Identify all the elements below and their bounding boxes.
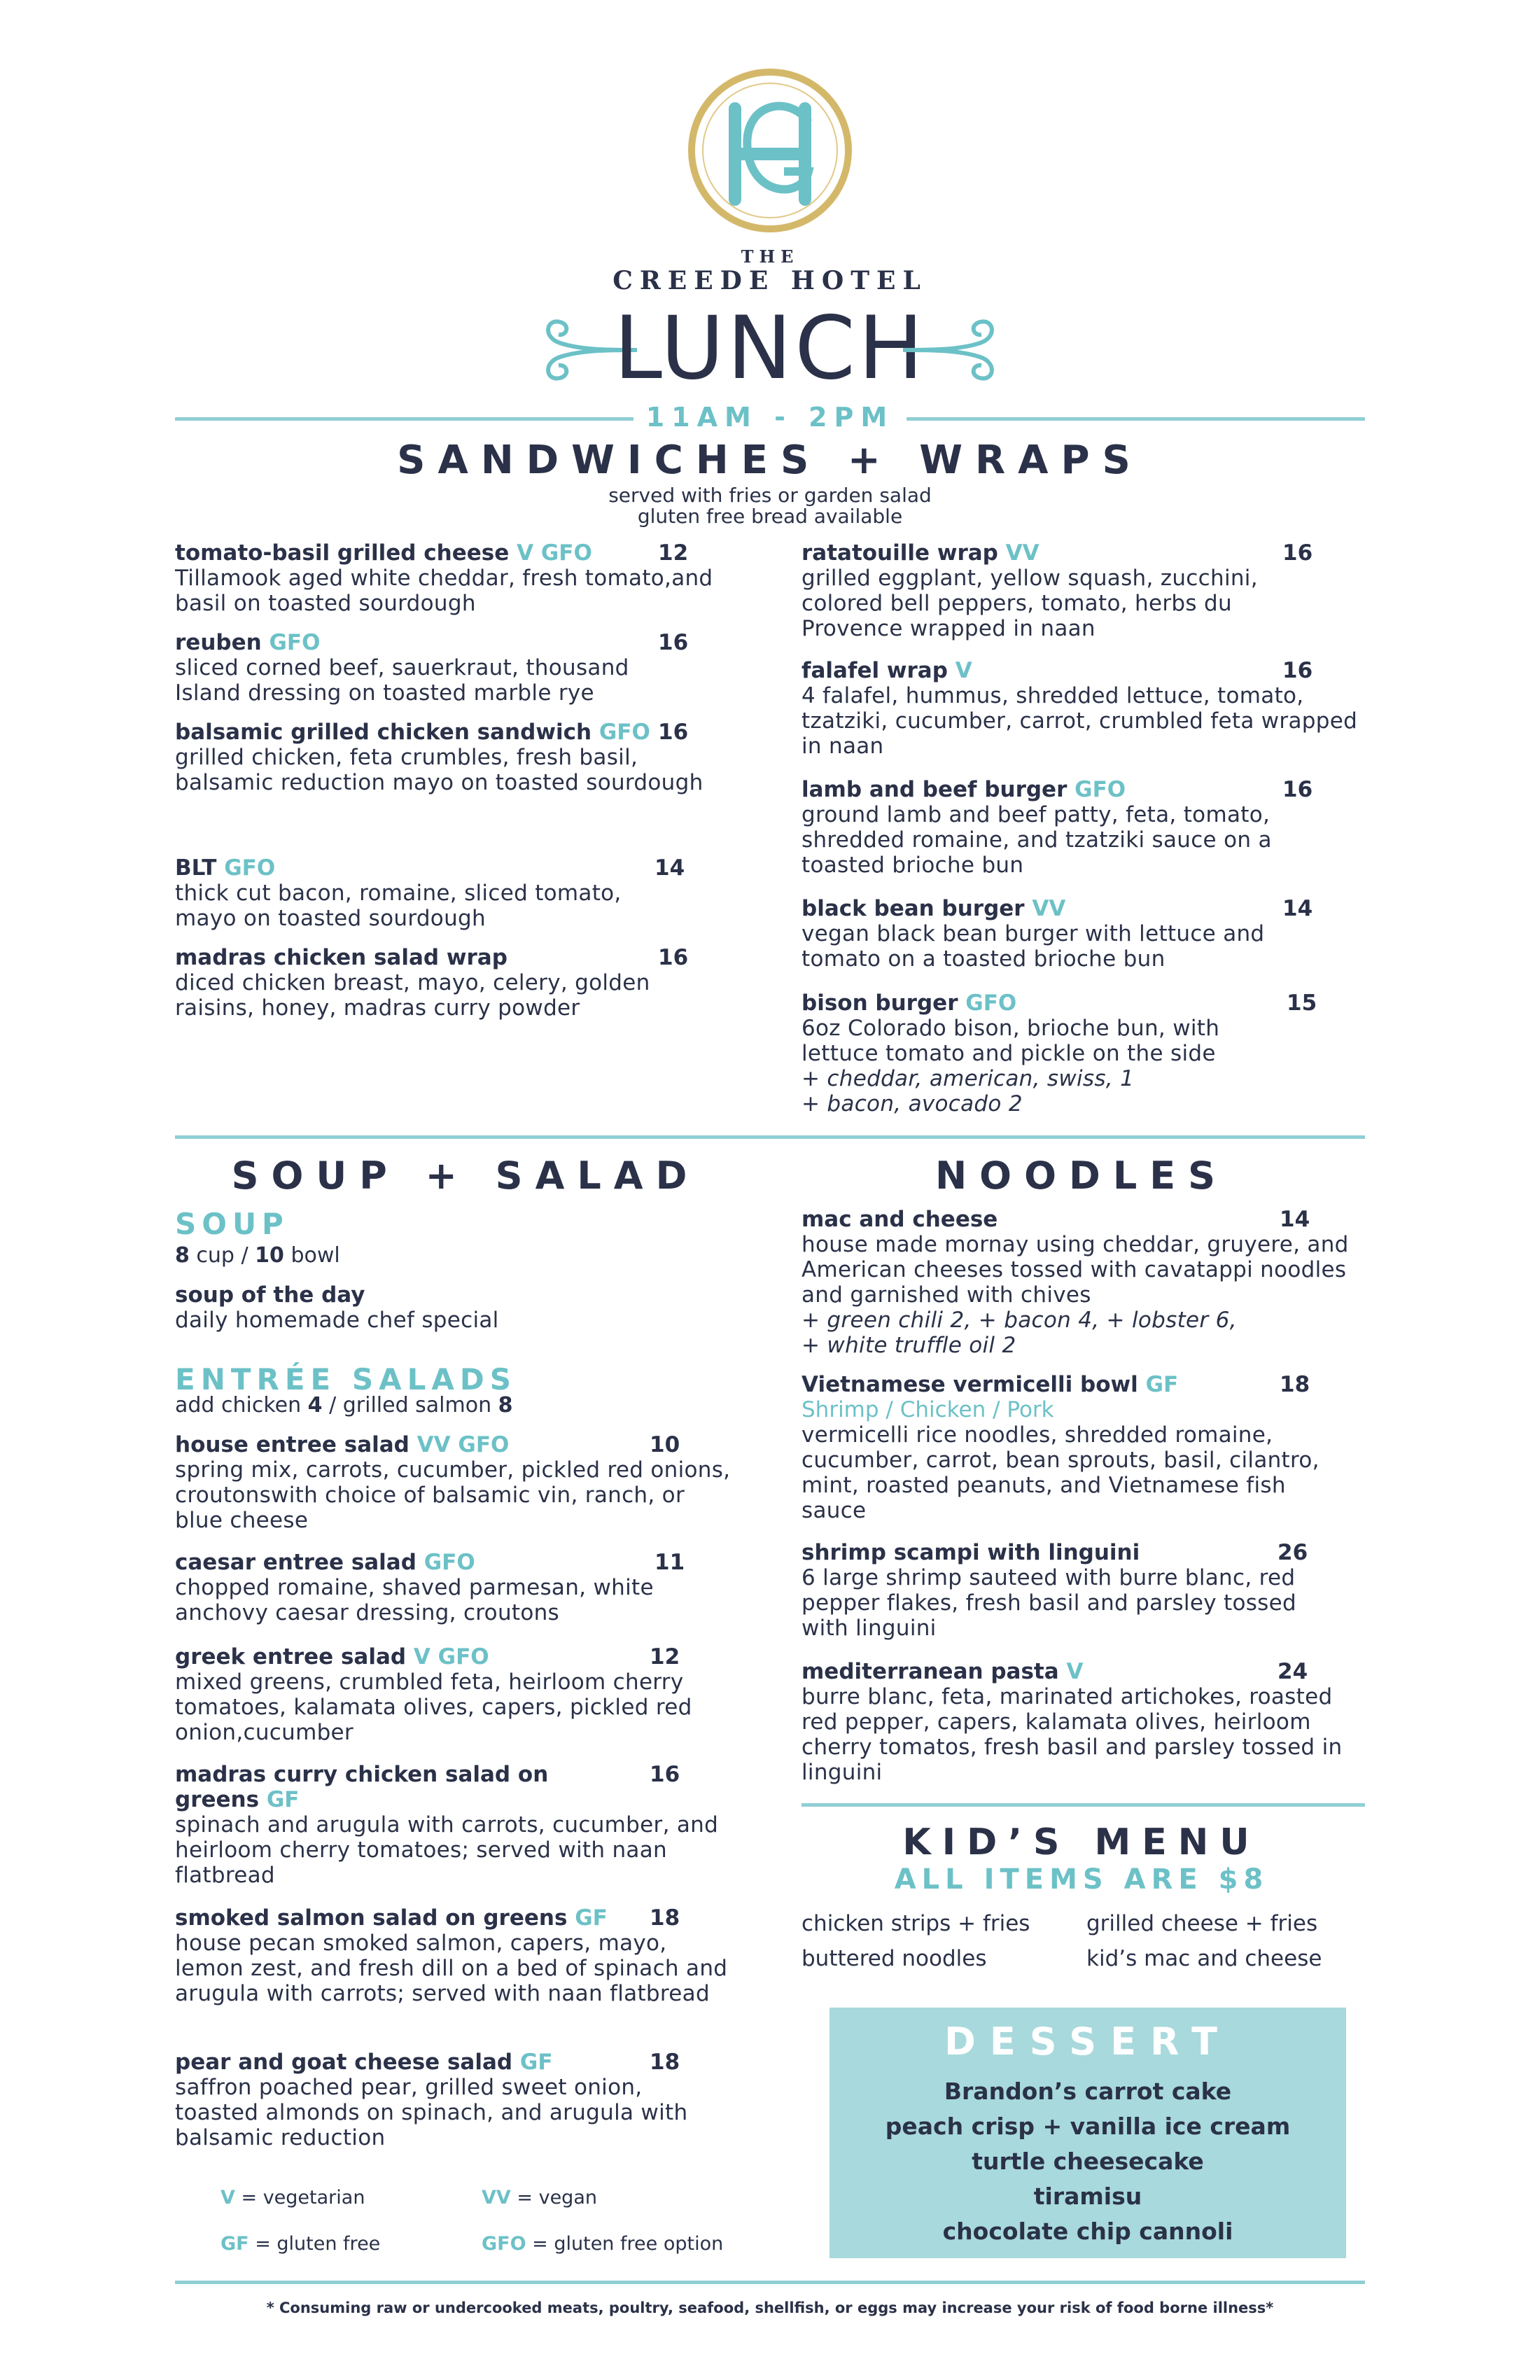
menu-item — [175, 1550, 721, 1625]
item-name: lamb and beef burger — [802, 777, 1068, 802]
divider — [802, 1803, 1365, 1807]
item-addon: + cheddar, american, swiss, 1 — [802, 1066, 1135, 1091]
hours: 11AM - 2PM — [0, 402, 1540, 433]
item-name: greek entree salad — [175, 1644, 407, 1670]
item-name: pear and goat cheese salad — [175, 2050, 513, 2075]
diet-tag: GFO — [224, 855, 276, 881]
item-description: spring mix, carrots, cucumber, pickled red onions, croutonswith choice of balsamic vin, ranch, or blue cheese — [175, 1457, 731, 1533]
food-safety-disclaimer: * Consuming raw or undercooked meats, poultry, seafood, shellfish, or eggs may increase your risk of food borne illness* — [266, 2300, 1274, 2316]
item-addon: + bacon, avocado 2 — [802, 1091, 1023, 1116]
item-description: diced chicken breast, mayo, celery, golden raisins, honey, madras curry powder — [175, 970, 650, 1021]
hotel-logo — [686, 66, 854, 234]
item-name: house entree salad — [175, 1432, 410, 1457]
legend-vegan: VV = vegan — [482, 2187, 597, 2208]
item-price: 24 — [1278, 1659, 1308, 1684]
diet-tag: V — [955, 658, 972, 683]
right-flourish-icon — [896, 308, 1008, 392]
kids-item: kid’s mac and cheese — [1086, 1946, 1322, 1971]
item-name: smoked salmon salad on greens — [175, 1905, 568, 1931]
item-price: 16 — [1282, 777, 1313, 802]
menu-item — [175, 630, 721, 706]
item-name: Vietnamese vermicelli bowl — [802, 1372, 1138, 1397]
diet-tag: GF — [1145, 1372, 1179, 1397]
menu-item — [175, 540, 721, 616]
item-price: 12 — [658, 540, 689, 566]
item-price: 15 — [1287, 990, 1317, 1016]
dessert-item: peach crisp + vanilla ice cream — [885, 2113, 1291, 2140]
section-title-soup-salad: SOUP + SALAD — [231, 1154, 700, 1198]
item-name: reuben — [175, 630, 262, 655]
section-title-dessert: DESSERT — [944, 2019, 1231, 2064]
item-description: spinach and arugula with carrots, cucumber, and heirloom cherry tomatoes; served with naan flatbread — [175, 1812, 719, 1888]
item-name: BLT — [175, 855, 217, 881]
item-description: thick cut bacon, romaine, sliced tomato, mayo on toasted sourdough — [175, 881, 622, 931]
kids-item: buttered noodles — [802, 1946, 987, 1971]
item-name: caesar entree salad — [175, 1550, 416, 1575]
item-name: bison burger — [802, 990, 958, 1016]
item-price: 14 — [1280, 1207, 1310, 1232]
diet-tag: GFO — [598, 720, 650, 745]
item-price: 14 — [1282, 896, 1313, 921]
item-name: madras curry chicken salad on greens — [175, 1762, 549, 1812]
hotel-name: CREEDE HOTEL — [612, 266, 927, 295]
menu-item — [802, 1207, 1362, 1358]
diet-tag: GFO — [1074, 777, 1126, 802]
dessert-item: Brandon’s carrot cake — [944, 2078, 1232, 2105]
item-description: mixed greens, crumbled feta, heirloom cherry tomatoes, kalamata olives, capers, pickled red onion,cucumber — [175, 1670, 692, 1745]
protein-options: Shrimp / Chicken / Pork — [802, 1397, 1054, 1422]
item-description: house made mornay using cheddar, gruyere, and American cheeses tossed with cavatappi noodles and garnished with chives — [802, 1232, 1349, 1308]
item-price: 26 — [1278, 1540, 1308, 1565]
diet-tag: VV — [1032, 896, 1066, 921]
logo-the: THE — [741, 246, 799, 267]
item-price: 18 — [650, 2050, 680, 2075]
item-price: 12 — [650, 1644, 680, 1670]
soup-prices: 8 cup / 10 bowl — [175, 1243, 340, 1268]
item-name: shrimp scampi with linguini — [802, 1540, 1140, 1565]
item-price: 16 — [1282, 658, 1313, 683]
category-soup: SOUP — [175, 1207, 289, 1241]
item-description: vegan black bean burger with lettuce and tomato on a toasted brioche bun — [802, 921, 1265, 972]
item-description: 4 falafel, hummus, shredded lettuce, tomato, tzatziki, cucumber, carrot, crumbled feta wrapped in naan — [802, 683, 1358, 759]
item-name: falafel wrap — [802, 658, 948, 683]
item-name: tomato-basil grilled cheese — [175, 540, 510, 566]
diet-tag: GF — [266, 1787, 300, 1812]
menu-item — [802, 896, 1362, 972]
diet-tag: GF — [575, 1905, 608, 1931]
sandwiches-subtitle-gf: gluten free bread available — [637, 505, 903, 528]
item-description: 6 large shrimp sauteed with burre blanc, red pepper flakes, fresh basil and parsley tossed with linguini — [802, 1565, 1296, 1641]
item-price: 16 — [658, 630, 689, 655]
item-addon: + white truffle oil 2 — [802, 1333, 1016, 1358]
kids-item: chicken strips + fries — [802, 1911, 1030, 1936]
item-price: 11 — [654, 1550, 685, 1575]
diet-tag: GFO — [965, 990, 1017, 1016]
section-title-sandwiches: SANDWICHES + WRAPS — [397, 438, 1143, 483]
item-description: saffron poached pear, grilled sweet onion, toasted almonds on spinach, and arugula with balsamic reduction — [175, 2075, 688, 2150]
legend-gluten-free: GF = gluten free — [220, 2233, 381, 2255]
menu-item — [802, 658, 1362, 759]
item-name: mac and cheese — [802, 1207, 998, 1232]
menu-item — [175, 1282, 721, 1333]
diet-tag: V GFO — [517, 540, 592, 566]
item-name: mediterranean pasta — [802, 1659, 1059, 1684]
item-price: 16 — [1282, 540, 1313, 566]
item-price: 10 — [650, 1432, 680, 1457]
menu-item — [175, 945, 728, 1021]
section-title-kids: KID’S MENU — [902, 1821, 1261, 1863]
diet-tag: V GFO — [413, 1644, 489, 1670]
item-description: house pecan smoked salmon, capers, mayo, lemon zest, and fresh dill on a bed of spinach and arugula with carrots; served with naan flatbread — [175, 1931, 728, 2006]
menu-item — [802, 1372, 1362, 1523]
diet-tag: GFO — [269, 630, 321, 655]
section-title-noodles: NOODLES — [934, 1154, 1228, 1198]
item-description: chopped romaine, shaved parmesan, white anchovy caesar dressing, croutons — [175, 1575, 654, 1625]
dessert-item: turtle cheesecake — [972, 2148, 1204, 2175]
item-name: soup of the day — [175, 1282, 365, 1308]
item-price: 18 — [1280, 1372, 1310, 1397]
menu-title: LUNCH — [613, 298, 927, 399]
kids-price-note: ALL ITEMS ARE $8 — [894, 1863, 1269, 1896]
diet-tag: V — [1066, 1659, 1084, 1684]
item-description: grilled chicken, feta crumbles, fresh basil, balsamic reduction mayo on toasted sourdough — [175, 745, 704, 795]
legend-gluten-free-option: GFO = gluten free option — [482, 2233, 724, 2255]
diet-tag: VV — [1005, 540, 1040, 566]
menu-item — [175, 855, 721, 931]
dessert-item: tiramisu — [1033, 2183, 1142, 2210]
item-name: madras chicken salad wrap — [175, 945, 507, 970]
salad-addons: add chicken 4 / grilled salmon 8 — [175, 1393, 513, 1418]
item-description: burre blanc, feta, marinated artichokes, roasted red pepper, capers, kalamata olives, heirloom cherry tomatos, fresh basil and parsley tossed in linguini — [802, 1684, 1343, 1785]
item-price: 16 — [658, 720, 689, 745]
diet-tag: GF — [519, 2050, 553, 2075]
category-entree-salads: ENTRÉE SALADS — [175, 1362, 517, 1396]
item-name: ratatouille wrap — [802, 540, 998, 566]
item-price: 16 — [650, 1762, 680, 1787]
item-description: sliced corned beef, sauerkraut, thousand Island dressing on toasted marble rye — [175, 655, 629, 706]
menu-item — [802, 777, 1362, 878]
item-name: balsamic grilled chicken sandwich — [175, 720, 592, 745]
menu-item — [802, 990, 1362, 1116]
divider — [175, 2281, 1365, 2284]
item-price: 18 — [650, 1905, 680, 1931]
sandwiches-subtitle-sides: served with fries or garden salad — [608, 484, 932, 507]
item-price: 14 — [654, 855, 685, 881]
item-description: vermicelli rice noodles, shredded romaine, cucumber, carrot, bean sprouts, basil, cilantro, mint, roasted peanuts, and Vietnamese fish sauce — [802, 1422, 1320, 1523]
item-description: 6oz Colorado bison, brioche bun, with lettuce tomato and pickle on the side — [802, 1016, 1220, 1066]
menu-item — [802, 540, 1362, 641]
item-description: ground lamb and beef patty, feta, tomato, shredded romaine, and tzatziki sauce on a toasted brioche bun — [802, 802, 1272, 878]
diet-tag: GFO — [424, 1550, 475, 1575]
item-name: black bean burger — [802, 896, 1025, 921]
diet-tag: VV GFO — [416, 1432, 510, 1457]
dessert-item: chocolate chip cannoli — [942, 2218, 1233, 2245]
item-price: 16 — [658, 945, 689, 970]
item-addon: + green chili 2, + bacon 4, + lobster 6, — [802, 1308, 1237, 1333]
divider — [175, 1135, 1365, 1139]
item-description: daily homemade chef special — [175, 1308, 499, 1333]
item-description: grilled eggplant, yellow squash, zucchini, colored bell peppers, tomato, herbs du Provence wrapped in naan — [802, 566, 1258, 641]
kids-item: grilled cheese + fries — [1086, 1911, 1318, 1936]
legend-vegetarian: V = vegetarian — [220, 2187, 365, 2208]
item-description: Tillamook aged white cheddar, fresh tomato,and basil on toasted sourdough — [175, 566, 713, 616]
